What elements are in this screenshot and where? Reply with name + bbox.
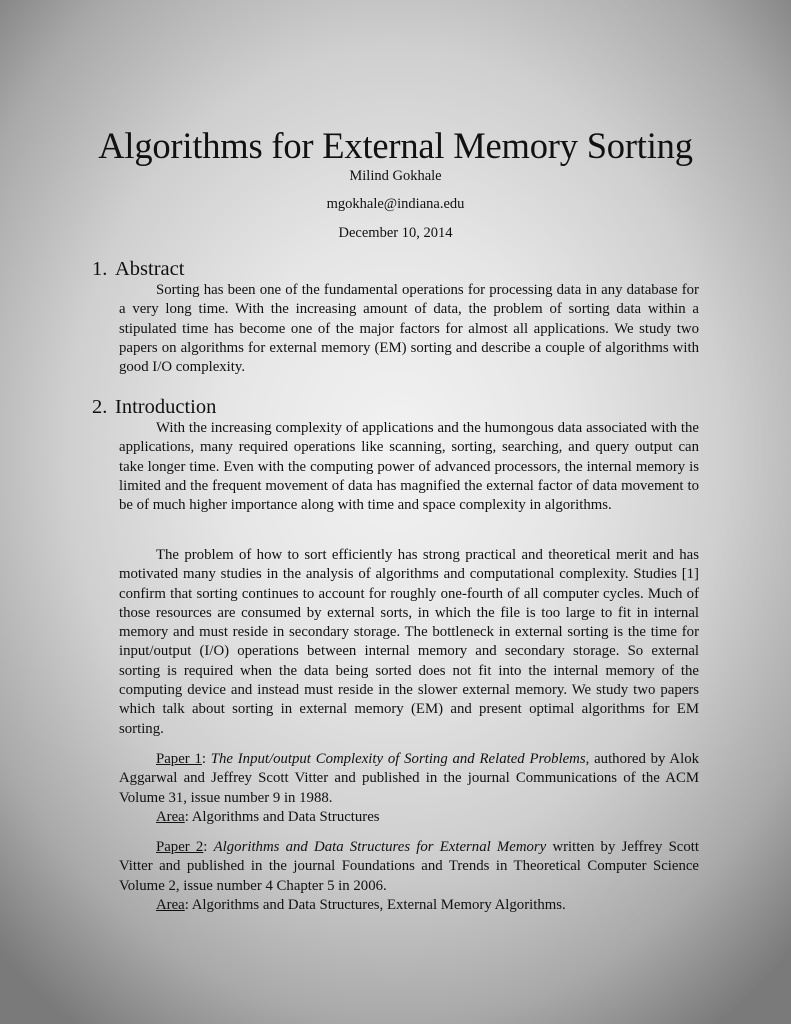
paper-2-area <box>119 896 699 915</box>
separator: : <box>201 751 211 767</box>
section-number: 2. <box>92 396 108 418</box>
area-label: Area <box>156 897 185 913</box>
section-title: Introduction <box>115 396 217 418</box>
area-label: Area <box>156 809 185 825</box>
paper-label: Paper 2 <box>156 839 204 855</box>
paper-2-reference <box>119 838 699 896</box>
section-number: 1. <box>92 258 108 280</box>
paper-1-area <box>119 808 699 827</box>
introduction-paragraph-2: The problem of how to sort efficiently has strong practical and theoretical merit and has motivated many studies in the analysis of algorithms and computational complexity. Studies [1] confirm that sorting continues to account for roughly one-fourth of all computer cycles. Much of those resources are consumed by external sorts, in which the file is too large to fit in internal memory and must reside in secondary storage. The bottleneck in external sorting is the time for input/output (I/O) operations between internal memory and secondary storage. So external sorting is required when the data being sorted does not fit into the internal memory of the computing device and instead must reside in the slower external memory. We study two papers which talk about sorting in external memory (EM) and present optimal algorithms for EM sorting. <box>119 547 699 737</box>
area-value: Algorithms and Data Structures <box>191 809 380 825</box>
section-heading-abstract <box>92 257 184 281</box>
abstract-paragraph: Sorting has been one of the fundamental operations for processing data in any database for a very long time. With the increasing amount of data, the problem of sorting data within a stipulated time has become one of the major factors for almost all applications. We study two papers on algorithms for external memory (EM) sorting and describe a couple of algorithms with good I/O complexity. <box>119 282 699 376</box>
introduction-paragraph-1: With the increasing complexity of applications and the humongous data associated with the applications, many required operations like scanning, sorting, searching, and query output can take longer time. Even with the computing power of advanced processors, the internal memory is limited and the frequent movement of data has magnified the external factor of data movement to be of much higher importance along with time and space complexity in algorithms. <box>119 420 699 514</box>
paper-1-reference <box>119 750 699 808</box>
author-name: Milind Gokhale <box>349 168 442 184</box>
author-email: mgokhale@indiana.edu <box>326 196 465 212</box>
document-title: Algorithms for External Memory Sorting <box>98 125 693 166</box>
separator: : <box>184 809 192 825</box>
separator: : <box>203 839 214 855</box>
paper-label: Paper 1 <box>156 751 202 767</box>
section-title: Abstract <box>115 258 185 280</box>
paper-details: written by Jeffrey Scott Vitter and published in the journal Foundations and Trends in Theoretical Computer Science Volume 2, issue number 4 Chapter 5 in 2006. <box>119 839 699 894</box>
paper-details: , authored by Alok Aggarwal and Jeffrey Scott Vitter and published in the journal Communications of the ACM Volume 31, issue number 9 in 1988. <box>119 751 700 806</box>
separator: : <box>184 897 192 913</box>
document-date: December 10, 2014 <box>338 225 453 241</box>
paper-title: Algorithms and Data Structures for External Memory <box>213 839 547 855</box>
section-heading-introduction <box>92 395 216 419</box>
area-value: Algorithms and Data Structures, External Memory Algorithms. <box>191 897 566 913</box>
paper-title: The Input/output Complexity of Sorting and Related Problems <box>210 751 586 767</box>
